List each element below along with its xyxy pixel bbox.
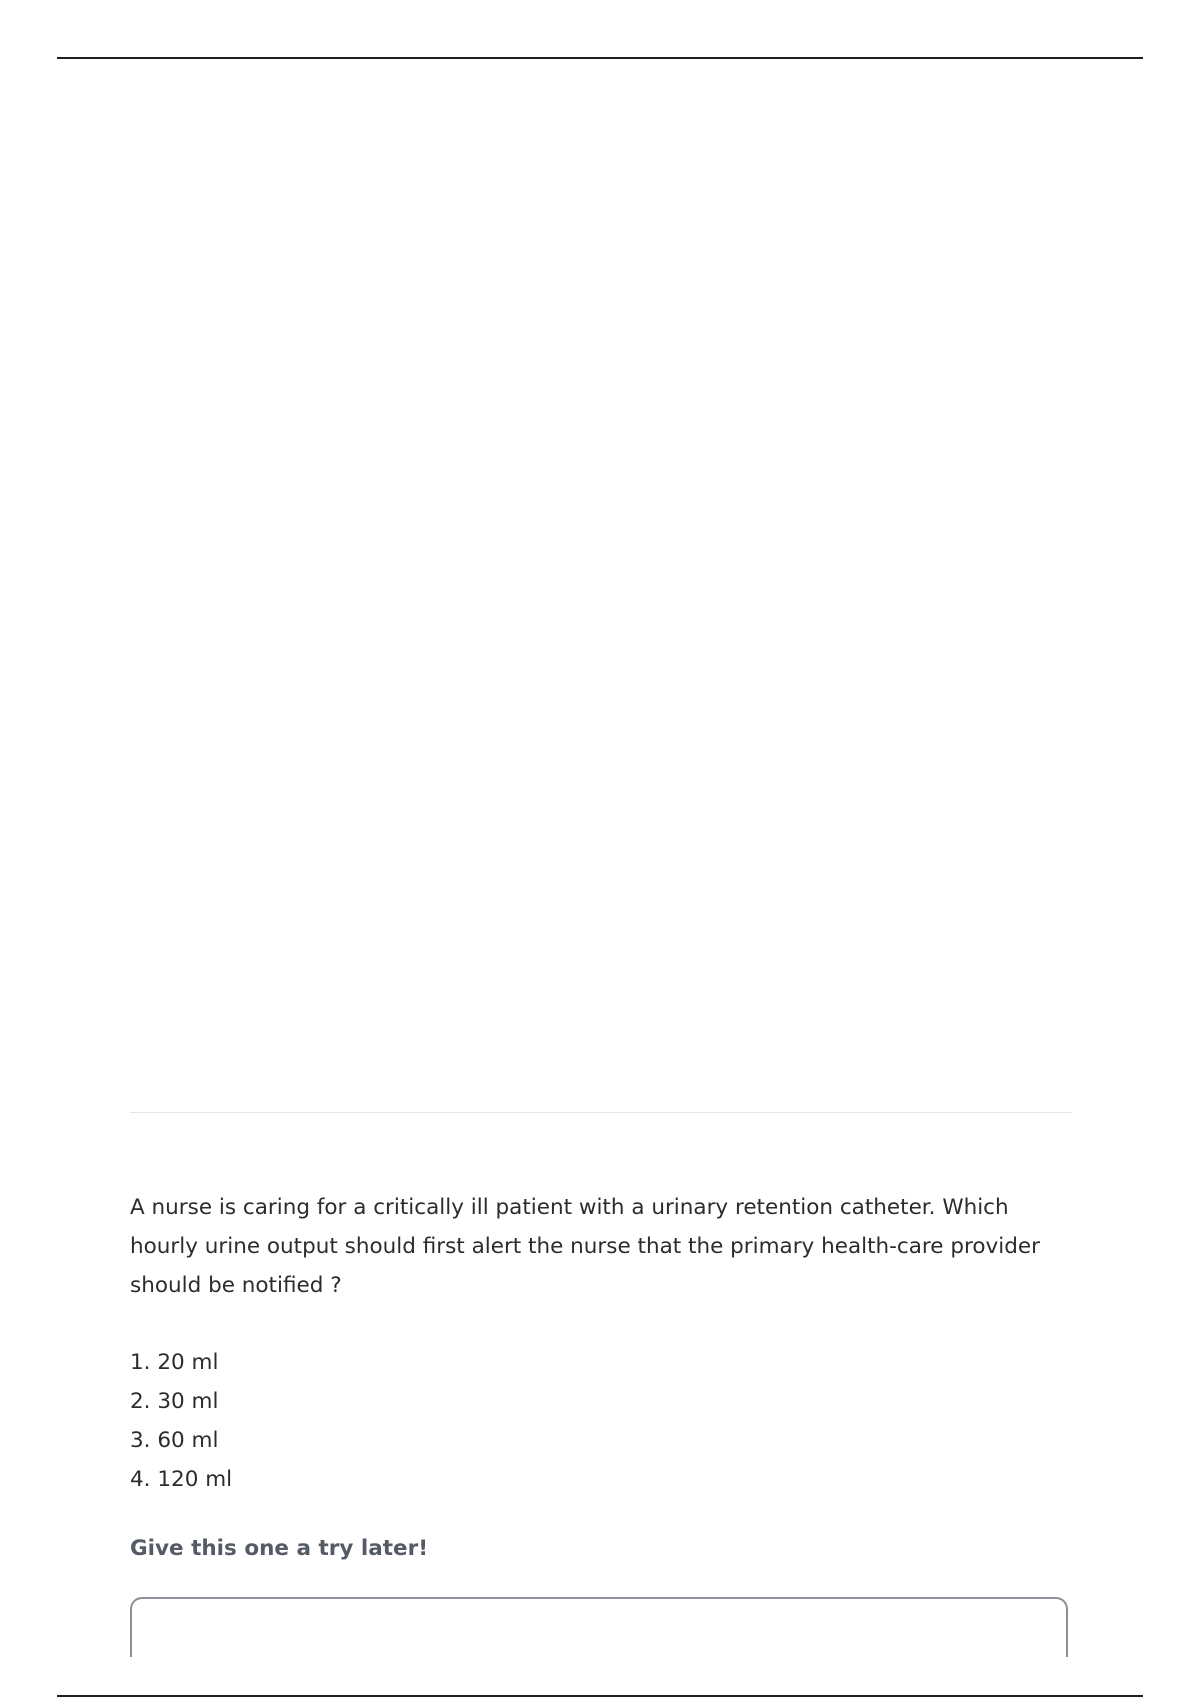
option-item: 3. 60 ml: [130, 1428, 219, 1453]
try-later-hint: Give this one a try later!: [130, 1536, 428, 1561]
page-top-rule: [57, 57, 1143, 59]
answer-options-list: [130, 1343, 232, 1499]
option-item: 2. 30 ml: [130, 1389, 219, 1414]
answer-reveal-box[interactable]: [130, 1597, 1068, 1657]
option-item: 4. 120 ml: [130, 1467, 233, 1492]
option-item: 1. 20 ml: [130, 1350, 219, 1375]
question-text: A nurse is caring for a critically ill patient with a urinary retention catheter. Which hourly urine output should first alert the nurse that the primary health-care provider should be notified ?: [130, 1195, 1040, 1298]
question-card-divider-wrap: [130, 1112, 1072, 1113]
page-bottom-rule: [57, 1695, 1143, 1697]
card-divider: [130, 1112, 1072, 1113]
